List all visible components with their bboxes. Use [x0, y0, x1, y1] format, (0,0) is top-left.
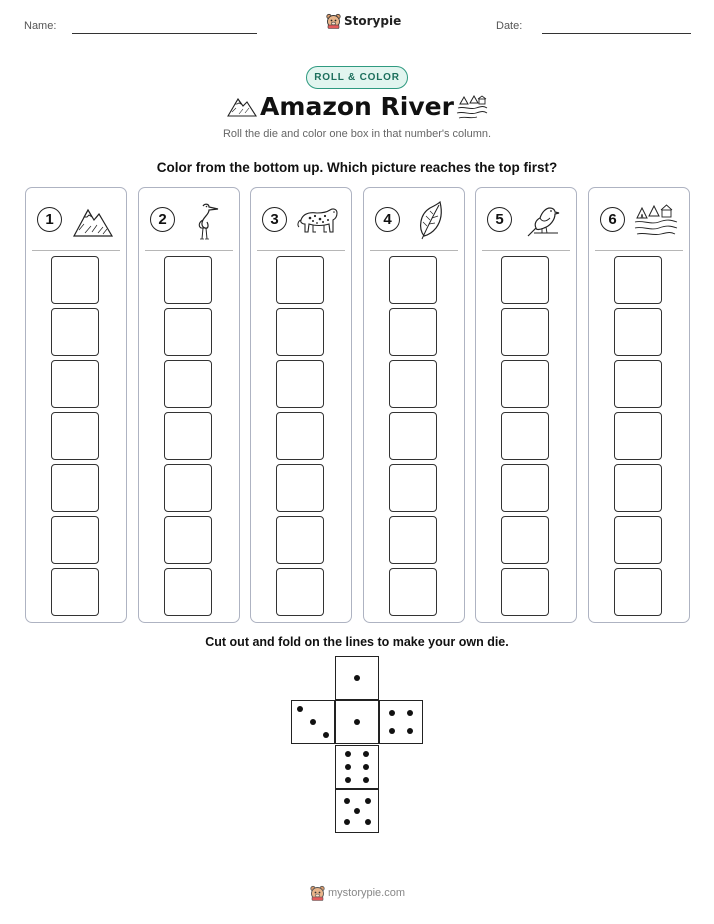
color-box[interactable]: [164, 464, 212, 512]
die-pip: [354, 675, 360, 681]
column-divider: [145, 250, 233, 251]
die-pip: [407, 728, 413, 734]
column-6: [588, 187, 690, 623]
die-pip: [345, 777, 351, 783]
die-face: [335, 700, 379, 744]
color-box[interactable]: [164, 308, 212, 356]
column-number: 5: [487, 207, 512, 232]
color-box[interactable]: [501, 256, 549, 304]
date-line[interactable]: [542, 33, 691, 34]
die-pip: [354, 719, 360, 725]
die-pip: [310, 719, 316, 725]
date-label: Date:: [496, 20, 523, 32]
column-number: 4: [375, 207, 400, 232]
color-box[interactable]: [164, 568, 212, 616]
color-box[interactable]: [51, 308, 99, 356]
color-box[interactable]: [276, 464, 324, 512]
color-box[interactable]: [501, 568, 549, 616]
color-box[interactable]: [501, 360, 549, 408]
footer-url: mystorypie.com: [328, 887, 406, 899]
column-divider: [257, 250, 345, 251]
color-box[interactable]: [276, 568, 324, 616]
bird-icon: [520, 200, 566, 240]
color-box[interactable]: [389, 412, 437, 460]
color-box[interactable]: [614, 256, 662, 304]
brand-name: Storypie: [344, 14, 402, 28]
die-pip: [365, 819, 371, 825]
color-box[interactable]: [389, 464, 437, 512]
column-header: [26, 188, 126, 250]
name-label: Name:: [24, 20, 57, 32]
column-header: [476, 188, 576, 250]
footer: [310, 885, 405, 901]
die-pip: [363, 751, 369, 757]
die-pip: [323, 732, 329, 738]
color-box[interactable]: [164, 360, 212, 408]
column-number: 1: [37, 207, 62, 232]
color-box[interactable]: [501, 308, 549, 356]
die-pip: [345, 764, 351, 770]
color-box[interactable]: [389, 568, 437, 616]
activity-badge: ROLL & COLOR: [306, 66, 408, 89]
die-face: [335, 656, 379, 700]
color-box[interactable]: [501, 516, 549, 564]
color-box[interactable]: [276, 308, 324, 356]
die-face: [335, 745, 379, 789]
color-box[interactable]: [51, 516, 99, 564]
color-box[interactable]: [276, 256, 324, 304]
bear-mascot-icon: [326, 13, 341, 29]
column-2: [138, 187, 240, 623]
color-box[interactable]: [276, 516, 324, 564]
column-divider: [595, 250, 683, 251]
die-pip: [407, 710, 413, 716]
column-4: [363, 187, 465, 623]
die-pip: [354, 808, 360, 814]
color-box[interactable]: [389, 516, 437, 564]
instruction: Color from the bottom up. Which picture reaches the top first?: [156, 160, 558, 175]
column-1: [25, 187, 127, 623]
column-header: [139, 188, 239, 250]
subtitle: Roll the die and color one box in that number's column.: [222, 128, 492, 140]
heron-icon: [183, 200, 229, 240]
column-header: [251, 188, 351, 250]
color-box[interactable]: [614, 360, 662, 408]
column-header: [364, 188, 464, 250]
color-box[interactable]: [51, 256, 99, 304]
color-box[interactable]: [614, 568, 662, 616]
column-3: [250, 187, 352, 623]
color-box[interactable]: [164, 516, 212, 564]
column-divider: [482, 250, 570, 251]
color-box[interactable]: [389, 308, 437, 356]
color-box[interactable]: [276, 360, 324, 408]
village-river-icon: [633, 200, 679, 240]
die-instruction: Cut out and fold on the lines to make your own die.: [205, 635, 509, 649]
mountain-icon: [70, 200, 116, 240]
color-box[interactable]: [389, 360, 437, 408]
color-box[interactable]: [164, 256, 212, 304]
village-title-icon: [456, 92, 488, 120]
color-box[interactable]: [614, 412, 662, 460]
die-face: [291, 700, 335, 744]
leaf-icon: [408, 200, 454, 240]
column-divider: [32, 250, 120, 251]
page-title: Amazon River: [260, 92, 454, 121]
color-box[interactable]: [51, 360, 99, 408]
color-box[interactable]: [164, 412, 212, 460]
name-line[interactable]: [72, 33, 257, 34]
die-pip: [344, 819, 350, 825]
color-box[interactable]: [614, 516, 662, 564]
brand-logo: [326, 13, 401, 29]
die-pip: [389, 728, 395, 734]
die-pip: [389, 710, 395, 716]
color-box[interactable]: [614, 464, 662, 512]
column-divider: [370, 250, 458, 251]
color-box[interactable]: [389, 256, 437, 304]
color-box[interactable]: [276, 412, 324, 460]
bear-mascot-icon: [310, 885, 325, 901]
column-number: 3: [262, 207, 287, 232]
color-box[interactable]: [51, 568, 99, 616]
color-box[interactable]: [501, 464, 549, 512]
color-box[interactable]: [51, 464, 99, 512]
die-pip: [297, 706, 303, 712]
die-face: [335, 789, 379, 833]
die-pip: [363, 764, 369, 770]
column-5: [475, 187, 577, 623]
die-face: [379, 700, 423, 744]
die-pip: [345, 751, 351, 757]
jaguar-icon: [295, 200, 341, 240]
column-header: [589, 188, 689, 250]
color-box[interactable]: [501, 412, 549, 460]
color-box[interactable]: [614, 308, 662, 356]
color-box[interactable]: [51, 412, 99, 460]
die-pip: [363, 777, 369, 783]
die-pip: [365, 798, 371, 804]
column-number: 2: [150, 207, 175, 232]
die-pip: [344, 798, 350, 804]
column-number: 6: [600, 207, 625, 232]
